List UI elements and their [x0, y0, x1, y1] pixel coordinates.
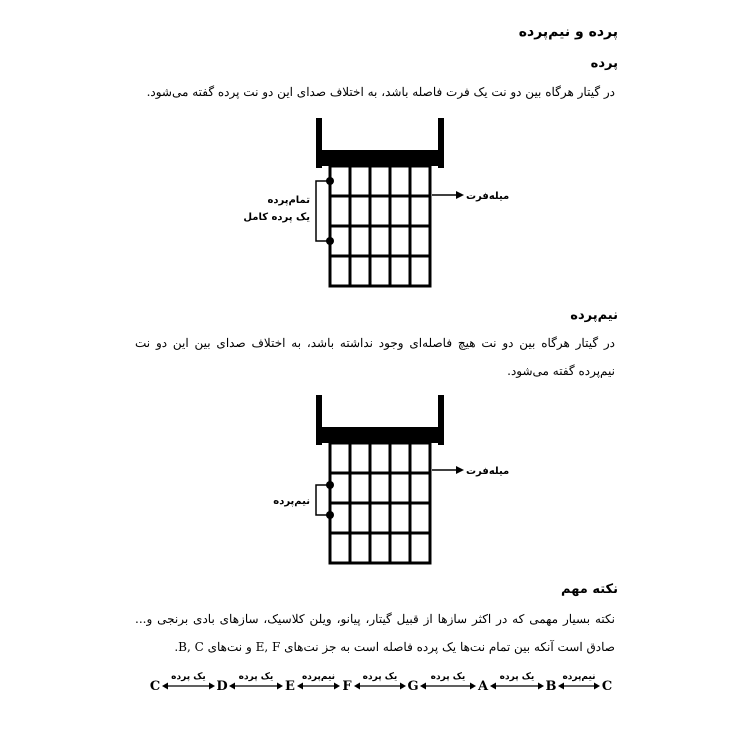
fret-label: میله‌فرت [466, 466, 510, 477]
fretboard-svg-2 [0, 387, 750, 567]
interval-label: یک پرده [362, 672, 398, 682]
section-title-note: نکته مهم [561, 582, 618, 597]
note-g: G [407, 679, 419, 694]
nut [316, 150, 444, 166]
arrow-right-icon [594, 683, 600, 690]
paragraph-note: نکته بسیار مهمی که در اکثر سازها از قبیل گیتار، پیانو، ویلن کلاسیک، سازهای بادی برنجی و... صادق است آنکه بین تمام نت‌ها یک پرده فاصله است به جز نت‌های E, F و نت‌های B, C. [135, 612, 615, 654]
arrow-left-icon [558, 683, 564, 690]
interval-label: یک پرده [238, 672, 274, 682]
interval-bracket [316, 181, 330, 241]
arrow-right-icon [209, 683, 215, 690]
side-label-line1: تمام‌پرده [267, 195, 310, 206]
arrow-right-icon [538, 683, 544, 690]
interval-label: نیم‌پرده [562, 672, 596, 682]
paragraph-parde: در گیتار هرگاه بین دو نت یک فرت فاصله باشد، به اختلاف صدای این دو نت پرده گفته می‌شود. [146, 85, 615, 99]
note-a: A [477, 679, 489, 694]
arrow-left-icon [354, 683, 360, 690]
side-label-line2: یک پرده کامل [243, 212, 310, 223]
arrow-right-icon [277, 683, 283, 690]
page-title: پرده و نیم‌پرده [518, 24, 618, 40]
fretboard-diagram-whole-tone [0, 110, 750, 300]
arrow-right-icon [334, 683, 340, 690]
note-c: C [149, 679, 161, 694]
interval-label: یک پرده [430, 672, 466, 682]
fretboard-svg-1 [0, 110, 750, 300]
fret-label: میله‌فرت [466, 191, 510, 202]
paragraph-nimparde: در گیتار هرگاه بین دو نت هیچ فاصله‌ای وجود نداشته باشد، به اختلاف صدای بین این دو نت نیم‌پرده گفته می‌شود. [135, 336, 615, 378]
note-f: F [342, 679, 352, 694]
nut [316, 427, 444, 443]
note-b: B [545, 679, 557, 694]
fret-grid [330, 443, 430, 563]
fretboard-diagram-semitone [0, 387, 750, 567]
side-label: نیم‌پرده [273, 496, 310, 507]
arrow-head-icon [456, 466, 464, 474]
arrow-right-icon [400, 683, 406, 690]
arrow-left-icon [162, 683, 168, 690]
note-c: C [601, 679, 613, 694]
interval-bracket [316, 485, 330, 515]
arrow-left-icon [229, 683, 235, 690]
fret-grid [330, 166, 430, 286]
interval-label: یک پرده [171, 672, 206, 682]
arrow-head-icon [456, 191, 464, 199]
note-e: E [285, 679, 295, 694]
arrow-right-icon [470, 683, 476, 690]
interval-label: نیم‌پرده [301, 672, 336, 682]
arrow-left-icon [490, 683, 496, 690]
note-chain-svg [0, 660, 750, 700]
arrow-left-icon [420, 683, 426, 690]
arrow-left-icon [297, 683, 303, 690]
interval-label: یک پرده [499, 672, 535, 682]
note-d: D [216, 679, 228, 694]
section-title-nimparde: نیم‌پرده [570, 308, 618, 323]
section-title-parde: پرده [590, 56, 618, 71]
note-chain [0, 660, 750, 700]
